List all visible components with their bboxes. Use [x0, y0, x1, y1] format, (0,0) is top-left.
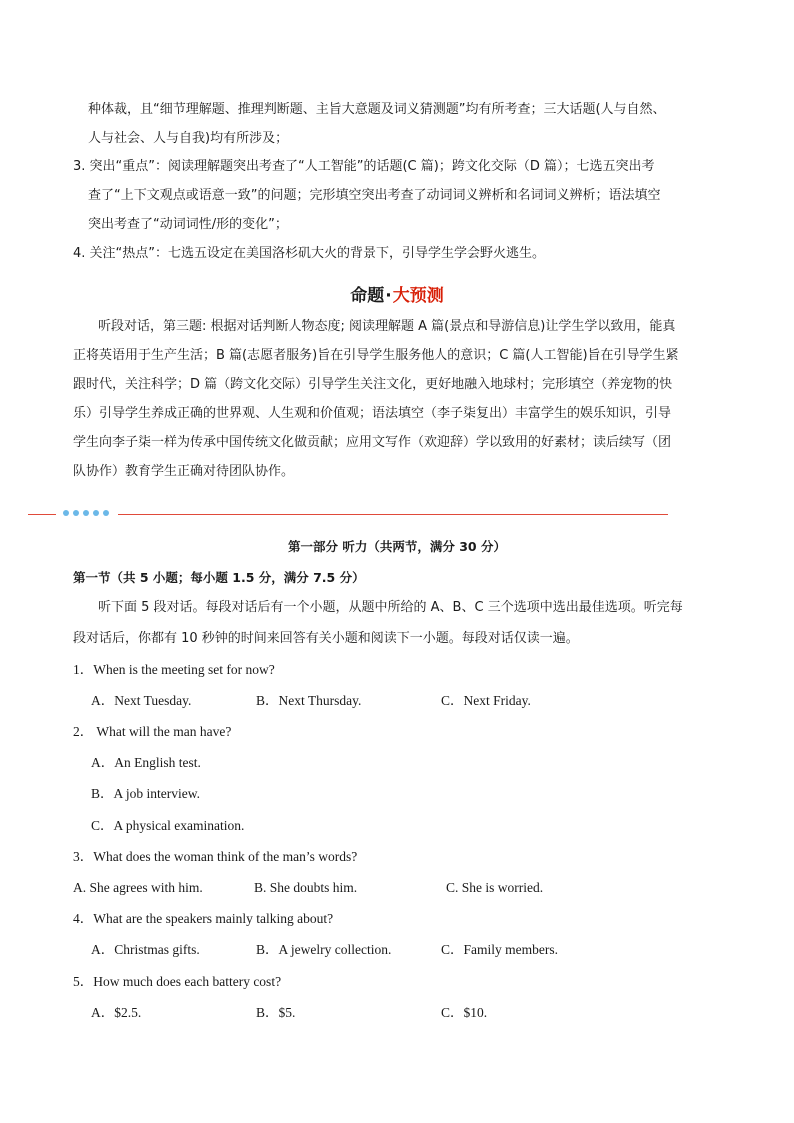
dot-icon: [73, 510, 79, 516]
intro-line: 种体裁，且“细节理解题、推理判断题、主旨大意题及词义猜测题”均有所考查；三大话题(人与自然、: [88, 102, 666, 117]
dot-icon: [63, 510, 69, 516]
title-red: 大预测: [392, 286, 444, 306]
intro-line: 3. 突出“重点”：阅读理解题突出考查了“人工智能”的话题(C 篇)；跨文化交际（D 篇）；七选五突出考: [73, 159, 655, 174]
title-black: 命题: [350, 286, 385, 306]
prediction-line: 学生向李子柒一样为传承中国传统文化做贡献；应用文写作（欢迎辞）学以致用的好素材；读后续写（团: [73, 435, 672, 450]
prediction-line: 跟时代，关注科学；D 篇（跨文化交际）引导学生关注文化，更好地融入地球村；完形填空（养宠物的快: [73, 377, 673, 392]
section-divider: [28, 510, 668, 520]
option-c: C. She is worried.: [446, 880, 544, 895]
option-b: B．Next Thursday.: [256, 693, 362, 708]
prediction-title: [0, 281, 794, 306]
question-stem: 5．How much does each battery cost?: [73, 974, 282, 989]
dot-icon: [103, 510, 109, 516]
instructions-line: 听下面 5 段对话。每段对话后有一个小题，从题中所给的 A、B、C 三个选项中选出最佳选项。听完每: [98, 600, 683, 615]
divider-rule-right: [118, 514, 668, 515]
question-stem: 1．When is the meeting set for now?: [73, 662, 275, 677]
question-stem: 2． What will the man have?: [73, 724, 232, 739]
option-a: A．$2.5.: [91, 1005, 142, 1020]
prediction-line: 正将英语用于生产生活；B 篇(志愿者服务)旨在引导学生服务他人的意识；C 篇(人工智能)旨在引导学生紧: [73, 348, 679, 363]
option-b: B．A jewelry collection.: [256, 942, 392, 957]
option-b: B．$5.: [256, 1005, 296, 1020]
intro-line: 4. 关注“热点”：七选五设定在美国洛杉矶大火的背景下，引导学生学会野火逃生。: [73, 246, 546, 261]
section-heading: 第一部分 听力（共两节，满分 30 分）: [288, 539, 506, 554]
question-stem: 3．What does the woman think of the man’s words?: [73, 849, 358, 864]
option-c: C．Next Friday.: [441, 693, 531, 708]
option-a: A．Next Tuesday.: [91, 693, 192, 708]
option-b: B. She doubts him.: [254, 880, 358, 895]
option-c: C．$10.: [441, 1005, 488, 1020]
intro-line: 查了“上下文观点或语意一致”的问题；完形填空突出考查了动词词义辨析和名词词义辨析；语法填空: [88, 188, 661, 203]
instructions-line: 段对话后，你都有 10 秒钟的时间来回答有关小题和阅读下一小题。每段对话仅读一遍。: [73, 631, 579, 646]
title-dot: ·: [385, 286, 392, 306]
dot-icon: [83, 510, 89, 516]
section-subheading: 第一节（共 5 小题；每小题 1.5 分，满分 7.5 分）: [73, 570, 365, 585]
option-c: C．Family members.: [441, 942, 558, 957]
option-a: A．An English test.: [91, 755, 201, 770]
option-c: C．A physical examination.: [91, 818, 245, 833]
intro-line: 突出考查了“动词词性/形的变化”；: [88, 217, 288, 232]
divider-dots: [63, 510, 109, 516]
question-stem: 4．What are the speakers mainly talking about?: [73, 911, 334, 926]
prediction-line: 队协作）教育学生正确对待团队协作。: [73, 464, 295, 479]
option-a: A．Christmas gifts.: [91, 942, 200, 957]
option-a: A. She agrees with him.: [73, 880, 203, 895]
prediction-line: 听段对话，第三题: 根据对话判断人物态度; 阅读理解题 A 篇(景点和导游信息)让学生学以致用，能真: [98, 319, 676, 334]
divider-rule-left: [28, 514, 56, 515]
prediction-line: 乐）引导学生养成正确的世界观、人生观和价值观；语法填空（李子柒复出）丰富学生的娱乐知识，引导: [73, 406, 672, 421]
intro-line: 人与社会、人与自我)均有所涉及；: [88, 131, 289, 146]
option-b: B．A job interview.: [91, 786, 200, 801]
dot-icon: [93, 510, 99, 516]
